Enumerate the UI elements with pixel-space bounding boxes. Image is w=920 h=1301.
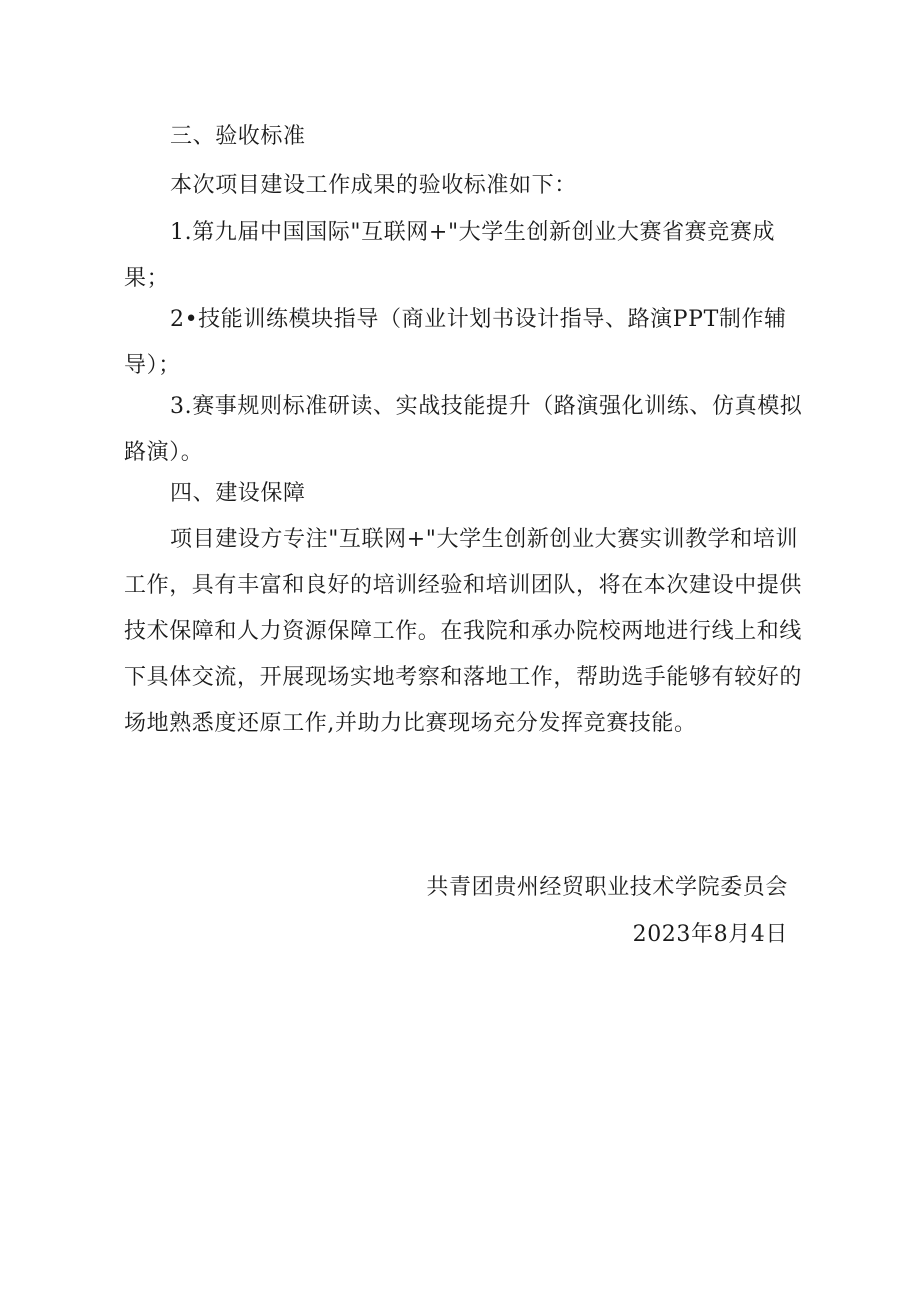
- section-3-intro: 本次项目建设工作成果的验收标准如下：: [170, 173, 577, 198]
- section-4-body: 项目建设方专注"互联网+"大学生创新创业大赛实训教学和培训工作，具有丰富和良好的培训经验和培训团队，将在本次建设中提供技术保障和人力资源保障工作。在我院和承办院校两地进行线上和线下具体交流，开展现场实地考察和落地工作，帮助选手能够有较好的场地熟悉度还原工作,并助力比赛现场充分发挥竞赛技能。: [124, 527, 803, 736]
- acceptance-item-2: 2•技能训练模块指导（商业计划书设计指导、路演PPT制作辅导）；: [124, 307, 787, 378]
- section-4-heading: 四、建设保障: [170, 481, 306, 506]
- acceptance-item-1: 1.第九届中国国际"互联网+"大学生创新创业大赛省赛竞赛成果；: [124, 220, 776, 291]
- acceptance-item-3: 3.赛事规则标准研读、实战技能提升（路演强化训练、仿真模拟路演）。: [124, 394, 803, 465]
- signature-organization: 共青团贵州经贸职业技术学院委员会: [426, 875, 788, 900]
- section-3-heading: 三、验收标准: [170, 124, 306, 149]
- signature-date: 2023年8月4日: [632, 922, 788, 947]
